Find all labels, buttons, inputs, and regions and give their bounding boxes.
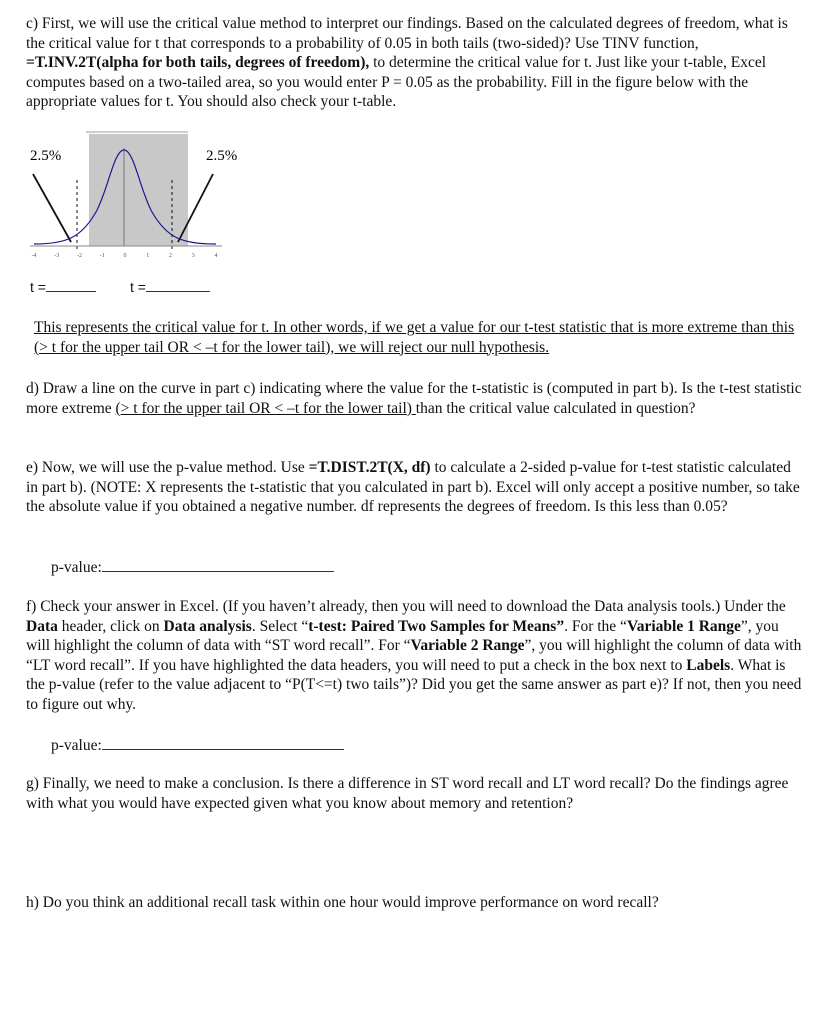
part-d-text-1: d) Draw a line on the curve in part c) indicating where the value for the t-statistic is (computed in part b). Is the t-test statistic more extreme xyxy=(26,380,802,417)
axis-tick-label: -1 xyxy=(99,253,105,259)
part-f-bold-data-analysis: Data analysis xyxy=(163,617,252,635)
part-f-bold-var2: Variable 2 Range xyxy=(410,637,525,655)
part-f-text-2: header, click on xyxy=(57,617,164,635)
pvalue-2-label: p-value: xyxy=(51,737,102,754)
part-f-text-1: f) Check your answer in Excel. (If you haven’t already, then you will need to download the Data analysis tools.) Under the xyxy=(26,598,786,615)
pvalue-1-row xyxy=(51,557,334,578)
left-tail-box xyxy=(30,170,88,246)
t-distribution-svg xyxy=(26,130,238,272)
pvalue-1-blank[interactable] xyxy=(102,557,334,572)
axis-tick-label: -3 xyxy=(54,253,60,259)
part-e-formula: =T.DIST.2T(X, df) xyxy=(308,459,431,476)
pvalue-2-blank[interactable] xyxy=(102,735,344,750)
center-region-shade xyxy=(89,134,188,246)
t-left-label: t = xyxy=(30,279,46,295)
axis-tick-label: 0 xyxy=(123,253,127,259)
pvalue-1-label: p-value: xyxy=(51,559,102,576)
part-e-text-2: to calculate a 2-sided p-value for t-test statistic calculated in part b). (NOTE: X represents the t-statistic that you calculated in part b). Excel will only accept a positive number, so take the absolute value if you obtained a negative number. df represents the degrees of freedom. Is this less than 0.05? xyxy=(26,459,800,516)
part-e-text-1: e) Now, we will use the p-value method. Use xyxy=(26,459,309,476)
axis-tick-labels xyxy=(32,253,218,259)
t-left-blank[interactable] xyxy=(46,277,96,292)
left-tail-percent: 2.5% xyxy=(30,148,62,164)
axis-tick-label: 2 xyxy=(169,253,172,259)
part-d-paragraph xyxy=(26,379,806,418)
part-f-text-3: . Select “ xyxy=(251,617,309,635)
axis-tick-label: 4 xyxy=(214,253,218,259)
part-d-underlined: (> t for the upper tail OR < –t for the lower tail) xyxy=(115,399,416,417)
part-f-text-7: . What is the p-value (refer to the value adjacent to “P(T<=t) two tails”)? Did you get the same answer as part e)? If not, then you need to figure out why. xyxy=(26,656,802,713)
t-right-label: t = xyxy=(130,279,146,295)
critical-value-note: This represents the critical value for t. In other words, if we get a value for our t-test statistic that is more extreme than this (> t for the upper tail OR < –t for the lower tail), we will reject our null hypothesis. xyxy=(34,319,795,356)
part-f-bold-data: Data xyxy=(26,617,58,635)
part-f-bold-ttest: t-test: Paired Two Samples for Means” xyxy=(308,617,565,635)
part-c-paragraph xyxy=(26,14,806,112)
t-right-blank[interactable] xyxy=(146,277,210,292)
part-f-bold-labels: Labels xyxy=(686,656,731,674)
part-d-text-2: than the critical value calculated in question? xyxy=(415,399,696,417)
axis-tick-label: -2 xyxy=(77,253,82,259)
t-distribution-figure xyxy=(26,130,238,272)
axis-tick-label: 3 xyxy=(191,253,195,259)
part-f-bold-var1: Variable 1 Range xyxy=(626,617,741,635)
right-tail-box xyxy=(189,170,222,246)
axis-tick-label: -4 xyxy=(31,253,37,259)
part-f-paragraph xyxy=(26,597,806,715)
t-left-answer xyxy=(30,277,96,295)
part-f-text-6: ”, you will highlight the column of data with “LT word recall”. If you have highlighted the data headers, you will need to put a check in the box next to xyxy=(26,637,802,674)
part-c-text-1: c) First, we will use the critical value method to interpret our findings. Based on the calculated degrees of freedom, what is the critical value for t that corresponds to a probability of 0.05 in both tails (two-sided)? Use TINV function, xyxy=(26,15,788,52)
t-right-answer xyxy=(130,277,210,295)
part-h-paragraph: h) Do you think an additional recall task within one hour would improve performance on word recall? xyxy=(26,894,659,911)
pvalue-2-row xyxy=(51,735,344,756)
part-e-paragraph xyxy=(26,458,806,517)
axis-tick-label: 1 xyxy=(146,253,150,259)
part-f-text-5: ”, you will highlight the column of data with “ST word recall”. For “ xyxy=(26,617,779,655)
part-f-text-4: . For the “ xyxy=(564,617,627,635)
part-c-text-2: to determine the critical value for t. Just like your t-table, Excel computes based on a two-tailed area, so you would enter P = 0.05 as the probability. Fill in the figure below with the appropriate values for t. You should also check your t-table. xyxy=(26,54,767,111)
part-g-paragraph: g) Finally, we need to make a conclusion. Is there a difference in ST word recall and LT word recall? Do the findings agree with what you would have expected given what you know about memory and retention? xyxy=(26,775,789,812)
right-tail-percent: 2.5% xyxy=(206,148,238,164)
part-c-formula: =T.INV.2T(alpha for both tails, degrees of freedom), xyxy=(26,54,370,72)
